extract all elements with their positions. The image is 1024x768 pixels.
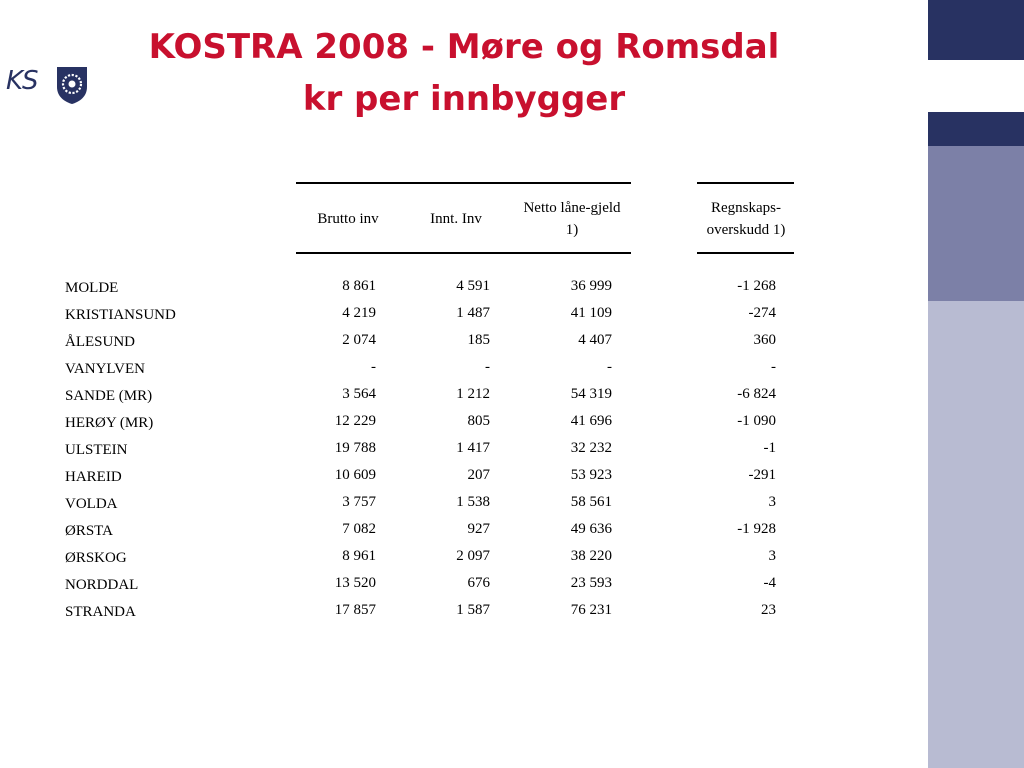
header-rule-bottom-right	[697, 252, 794, 254]
row-netto-lanegjeld: 38 220	[570, 548, 612, 564]
row-brutto-inv: 17 857	[334, 602, 376, 618]
sidebar-band-mid	[928, 146, 1024, 301]
row-innt-inv: -	[485, 359, 490, 375]
row-regnskapsoverskudd: -4	[763, 575, 776, 591]
row-regnskapsoverskudd: -	[771, 359, 776, 375]
row-innt-inv: 1 538	[456, 494, 490, 510]
row-innt-inv: 805	[467, 413, 490, 429]
page-title: KOSTRA 2008 - Møre og Romsdal	[148, 27, 780, 67]
row-brutto-inv: 3 757	[342, 494, 376, 510]
row-innt-inv: 1 417	[456, 440, 490, 456]
row-netto-lanegjeld: 41 109	[570, 305, 612, 321]
shield-emblem-icon	[55, 65, 89, 105]
row-name: ULSTEIN	[65, 442, 128, 458]
header-rule-top-left	[296, 182, 631, 184]
sidebar-band-top	[928, 0, 1024, 60]
row-brutto-inv: 8 961	[342, 548, 376, 564]
row-name: NORDDAL	[65, 577, 139, 593]
row-netto-lanegjeld: 32 232	[570, 440, 612, 456]
row-netto-lanegjeld: 58 561	[570, 494, 612, 510]
row-brutto-inv: 8 861	[342, 278, 376, 294]
row-regnskapsoverskudd: -6 824	[737, 386, 776, 402]
row-netto-lanegjeld: 23 593	[570, 575, 612, 591]
header-rule-bottom-left	[296, 252, 631, 254]
row-brutto-inv: 4 219	[342, 305, 376, 321]
row-brutto-inv: 3 564	[342, 386, 376, 402]
row-regnskapsoverskudd: -1 268	[737, 278, 776, 294]
row-netto-lanegjeld: 41 696	[570, 413, 612, 429]
row-brutto-inv: 7 082	[342, 521, 376, 537]
row-regnskapsoverskudd: -1	[763, 440, 776, 456]
sidebar-band-dark	[928, 112, 1024, 146]
row-innt-inv: 207	[467, 467, 490, 483]
row-brutto-inv: 19 788	[334, 440, 376, 456]
row-innt-inv: 185	[467, 332, 490, 348]
row-innt-inv: 4 591	[456, 278, 490, 294]
row-netto-lanegjeld: 36 999	[570, 278, 612, 294]
decorative-sidebar	[928, 0, 1024, 768]
row-netto-lanegjeld: 54 319	[570, 386, 612, 402]
row-brutto-inv: 13 520	[334, 575, 376, 591]
row-innt-inv: 1 487	[456, 305, 490, 321]
row-name: STRANDA	[65, 604, 136, 620]
row-netto-lanegjeld: 4 407	[578, 332, 612, 348]
row-name: KRISTIANSUND	[65, 307, 176, 323]
row-regnskapsoverskudd: 3	[768, 494, 776, 510]
header-netto-lanegjeld-line2: 1)	[565, 222, 579, 238]
row-innt-inv: 927	[467, 521, 490, 537]
header-brutto-inv: Brutto inv	[317, 211, 379, 227]
row-brutto-inv: -	[371, 359, 376, 375]
row-brutto-inv: 12 229	[334, 413, 376, 429]
row-netto-lanegjeld: 53 923	[570, 467, 612, 483]
row-name: VANYLVEN	[65, 361, 146, 377]
row-netto-lanegjeld: -	[607, 359, 612, 375]
row-regnskapsoverskudd: 3	[768, 548, 776, 564]
row-name: MOLDE	[65, 280, 119, 296]
header-netto-lanegjeld-line1: Netto låne-gjeld	[523, 200, 621, 216]
header-regnskapsoverskudd-line1: Regnskaps-	[711, 200, 781, 216]
row-name: VOLDA	[65, 496, 118, 512]
page-subtitle: kr per innbygger	[302, 79, 626, 119]
row-name: SANDE (MR)	[65, 388, 153, 404]
row-netto-lanegjeld: 76 231	[570, 602, 612, 618]
header-innt-inv: Innt. Inv	[430, 211, 482, 227]
row-regnskapsoverskudd: 360	[753, 332, 776, 348]
sidebar-band-light	[928, 301, 1024, 768]
row-innt-inv: 1 212	[456, 386, 490, 402]
row-name: ØRSTA	[65, 523, 113, 539]
row-brutto-inv: 10 609	[334, 467, 376, 483]
header-rule-top-right	[697, 182, 794, 184]
row-regnskapsoverskudd: -291	[748, 467, 776, 483]
ks-logo: KS	[6, 66, 38, 96]
row-netto-lanegjeld: 49 636	[570, 521, 612, 537]
row-regnskapsoverskudd: -1 090	[737, 413, 776, 429]
row-regnskapsoverskudd: -274	[748, 305, 776, 321]
logo-area	[928, 60, 1024, 112]
row-innt-inv: 2 097	[456, 548, 490, 564]
row-innt-inv: 1 587	[456, 602, 490, 618]
row-innt-inv: 676	[467, 575, 490, 591]
row-name: ÅLESUND	[65, 334, 135, 350]
row-name: HAREID	[65, 469, 122, 485]
row-name: HERØY (MR)	[65, 415, 154, 431]
row-brutto-inv: 2 074	[342, 332, 376, 348]
row-regnskapsoverskudd: 23	[761, 602, 776, 618]
row-regnskapsoverskudd: -1 928	[737, 521, 776, 537]
header-regnskapsoverskudd-line2: overskudd 1)	[706, 222, 786, 238]
row-name: ØRSKOG	[65, 550, 127, 566]
